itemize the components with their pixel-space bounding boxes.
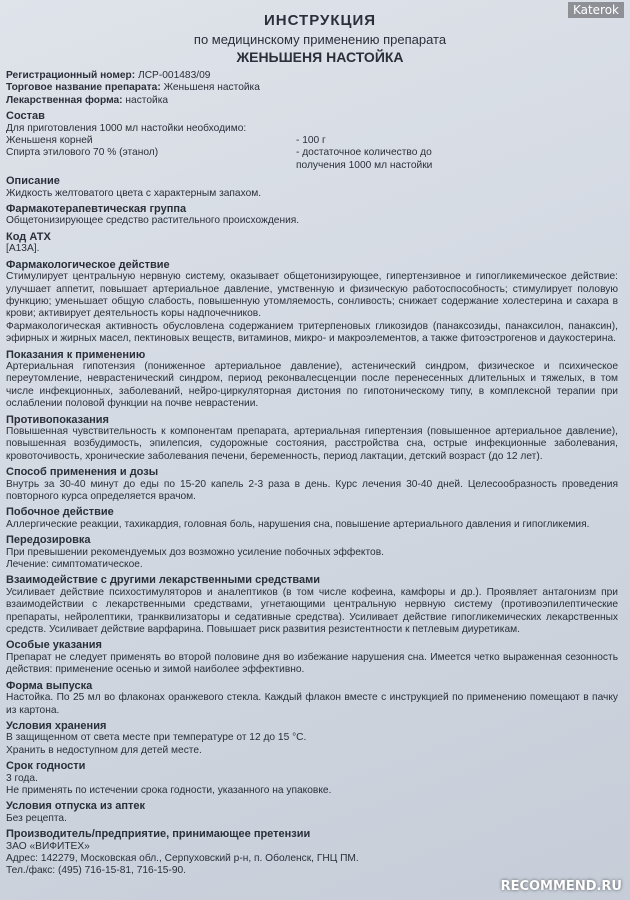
composition-amount: получения 1000 мл настойки	[296, 159, 433, 171]
atx-heading: Код АТХ	[6, 230, 51, 243]
indications-heading: Показания к применению	[6, 348, 146, 361]
special-heading: Особые указания	[6, 639, 102, 652]
reg-number	[6, 70, 618, 82]
reg-value: ЛСР-001483/09	[138, 70, 211, 81]
trade-label: Торговое название препарата:	[6, 82, 161, 94]
side-text: Аллергические реакции, тахикардия, головная боль, нарушения сна, повышение артериального давления и гипогликемия.	[6, 518, 590, 530]
pharmaction-text: Фармакологическая активность обусловлена содержанием тритерпеновых гликозидов (панаксозиды, панаксилон, панаксин), эфирных и жирных масел, пектиновых веществ, витаминов, микро- и макроэлементов, а также фитоэстрогенов и даукостерина.	[6, 320, 618, 345]
user-watermark: Katerok	[568, 2, 624, 18]
drug-name: ЖЕНЬШЕНЯ НАСТОЙКА	[236, 49, 404, 65]
trade-name	[6, 82, 618, 94]
maker-address	[6, 853, 618, 865]
form-value: настойка	[125, 94, 169, 106]
maker-name: ЗАО «ВИФИТЕХ»	[6, 840, 90, 852]
doc-title: ИНСТРУКЦИЯ	[263, 12, 377, 29]
overdose-text: Лечение: симптоматическое.	[6, 559, 143, 571]
composition-heading: Состав	[6, 110, 45, 123]
instruction-body	[6, 70, 618, 878]
phone-label: Тел./факс:	[6, 865, 56, 877]
shelf-text: Не применять по истечении срока годности, указанного на упаковке.	[6, 784, 332, 796]
release-text: Настойка. По 25 мл во флаконах оранжевого стекла. Каждый флакон вместе с инструкцией по применению помещают в пачку из картона.	[6, 692, 618, 716]
dosage-form	[6, 95, 618, 107]
shelf-heading: Срок годности	[6, 760, 86, 773]
special-text: Препарат не следует применять во второй половине дня во избежание нарушения сна. Имеется четко выраженная сезонность действия: применение осенью и зимой наиболее эффективно.	[6, 651, 618, 676]
pharmaction-heading: Фармакологическое действие	[6, 258, 170, 271]
dispense-heading: Условия отпуска из аптек	[6, 800, 146, 813]
dosage-heading: Способ применения и дозы	[6, 466, 159, 479]
maker-phone	[6, 865, 618, 877]
storage-heading: Условия хранения	[6, 719, 107, 732]
overdose-heading: Передозировка	[6, 534, 91, 547]
indications-text: Артериальная гипотензия (пониженное артериальное давление), астенический синдром, физическое и психическое переутомление, неврастенический синдром, период реконвалесценции после перенесенных длительных и тяжелых, в том числе инфекционных, заболеваний, нейро-циркуляторная дистония по гипотоническому типу, в комплексной терапии при ослаблении половой функции на почве неврастении.	[6, 360, 618, 410]
release-heading: Форма выпуска	[6, 679, 93, 692]
recommend-logo: RECOMMEND.RU	[500, 879, 622, 894]
description-text: Жидкость желтоватого цвета с характерным запахом.	[6, 187, 262, 199]
shelf-text: 3 года.	[6, 772, 38, 784]
interaction-heading: Взаимодействие с другими лекарственными средствами	[6, 574, 321, 587]
storage-text: Хранить в недоступном для детей месте.	[6, 744, 202, 756]
dispense-text: Без рецепта.	[6, 812, 67, 824]
maker-heading: Производитель/предприятие, принимающее претензии	[6, 828, 311, 841]
composition-amount: - 100 г	[296, 135, 326, 147]
interaction-text: Усиливает действие психостимуляторов и аналептиков (в том числе кофеина, камфоры и др.). Проявляет антагонизм при взаимодействии с лекарственными средствами, угнетающими центральную нервную систему (противоэпилептические препараты, нейролептики, транквилизаторы и седативные средства). Усиливает действие гипогликемических лекарственных средств. Усиливает действие варфарина. Повышает риск развития резистентности к петлевым диуретикам.	[6, 586, 618, 636]
doc-subtitle: по медицинскому применению препарата	[193, 32, 447, 47]
composition-item: Женьшеня корней	[6, 135, 93, 147]
address-value: 142279, Московская обл., Серпуховский р-н, п. Оболенск, ГНЦ ПМ.	[40, 852, 359, 864]
storage-text: В защищенном от света месте при температуре от 12 до 15 °С.	[6, 732, 307, 744]
composition-intro: Для приготовления 1000 мл настойки необходимо:	[6, 122, 247, 134]
side-heading: Побочное действие	[6, 506, 114, 519]
phone-value: (495) 716-15-81, 716-15-90.	[57, 865, 186, 877]
form-label: Лекарственная форма:	[6, 94, 123, 106]
pharmgroup-text: Общетонизирующее средство растительного происхождения.	[6, 215, 300, 227]
composition-item: Спирта этилового 70 % (этанол)	[6, 147, 159, 159]
contra-heading: Противопоказания	[6, 413, 109, 426]
composition-amount: - достаточное количество до	[296, 147, 432, 159]
overdose-text: При превышении рекомендуемых доз возможно усиление побочных эффектов.	[6, 546, 384, 558]
dosage-text: Внутрь за 30-40 минут до еды по 15-20 капель 2-3 раза в день. Курс лечения 30-40 дней. Целесообразность проведения повторного курса определяется врачом.	[6, 478, 618, 502]
address-label: Адрес:	[6, 852, 38, 864]
atx-text: [A13A].	[6, 243, 40, 255]
description-heading: Описание	[6, 175, 60, 188]
pharmaction-text: Стимулирует центральную нервную систему, оказывает общетонизирующее, гипертензивное и гипогликемическое действие: улучшает аппетит, повышает артериальное давление, умственную и физическую работоспособность; стимулирует половую функцию; уменьшает общую слабость, повышенную утомляемость, сонливость; снижает содержание холестерина и сахара в крови; активирует деятельность коры надпочечников.	[6, 271, 618, 320]
reg-label: Регистрационный номер:	[6, 70, 136, 81]
trade-value: Женьшеня настойка	[163, 82, 260, 94]
pharmgroup-heading: Фармакотерапевтическая группа	[6, 203, 187, 216]
composition-table	[6, 135, 618, 172]
contra-text: Повышенная чувствительность к компонентам препарата, артериальная гипертензия (повышенное артериальное давление), повышенная возбудимость, эпилепсия, судорожные состояния, расстройства сна, острые инфекционные заболевания, кровоточивость, хронические заболевания печени, беременность, период лактации, детский возраст (до 12 лет).	[6, 425, 618, 462]
